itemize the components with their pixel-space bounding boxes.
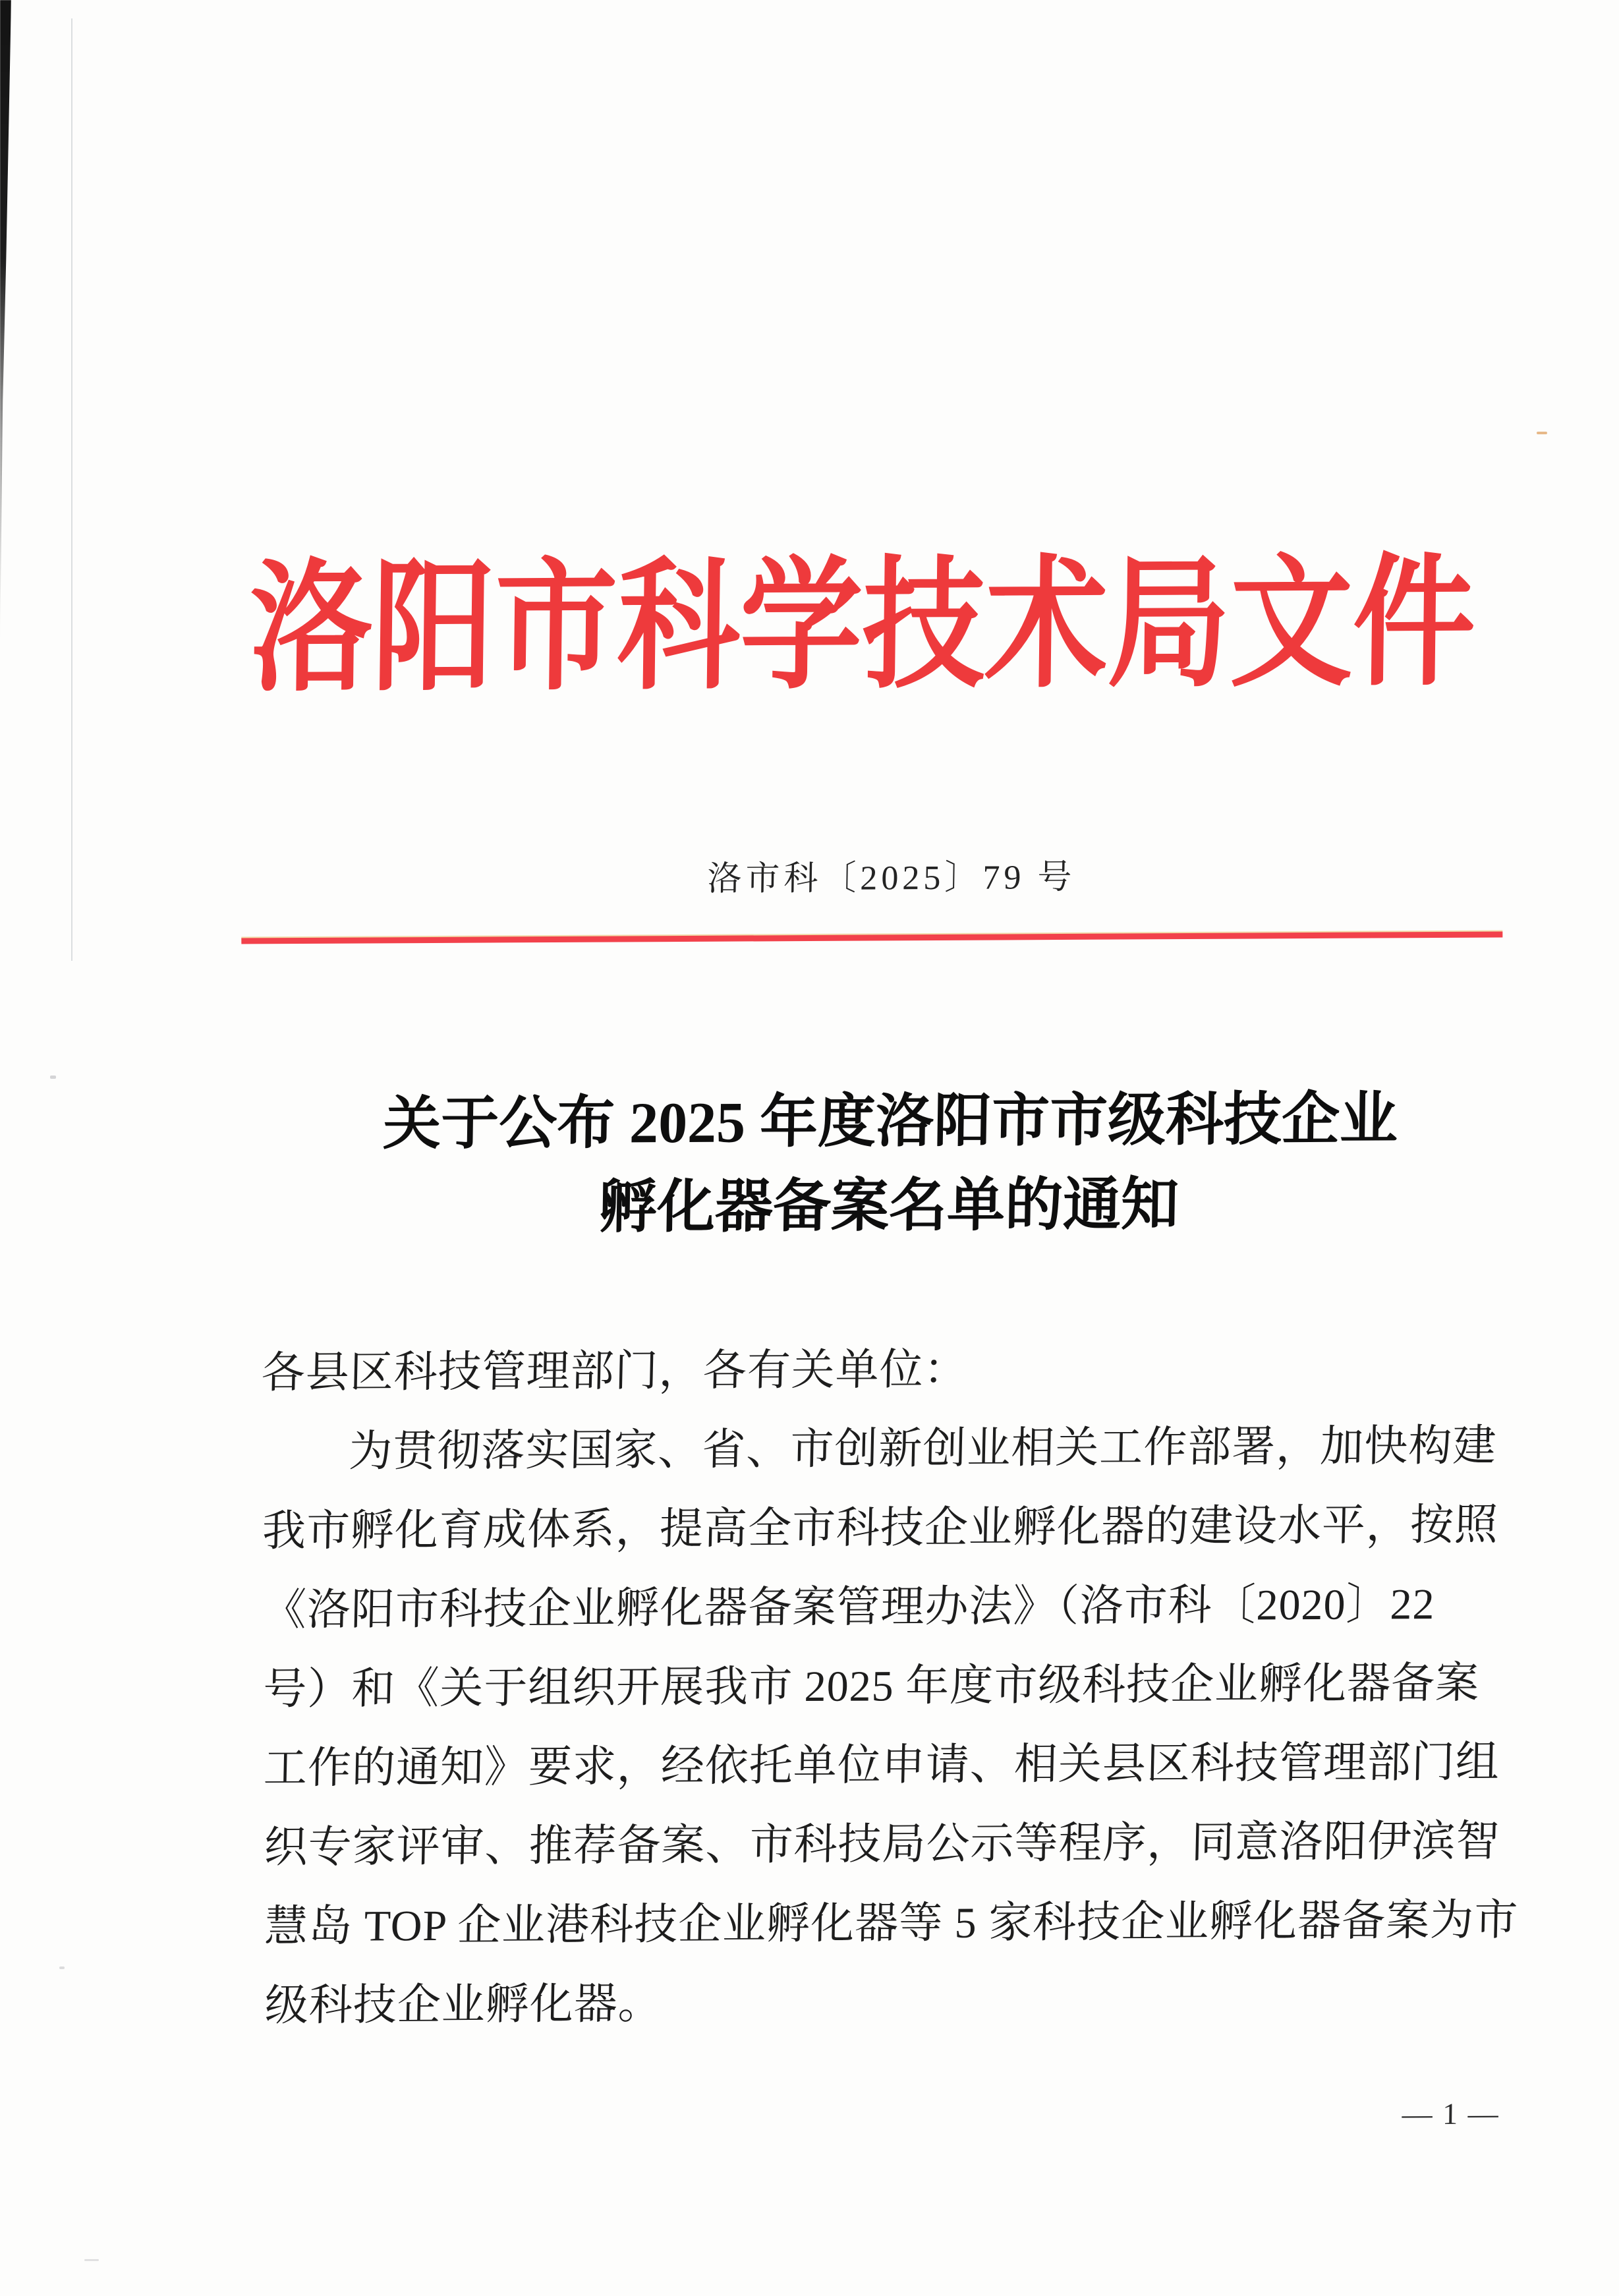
body-line: 级科技企业孵化器。 — [264, 1980, 663, 2030]
body-line: 织专家评审、推荐备案、市科技局公示等程序，同意洛阳伊滨智 — [263, 1817, 1501, 1872]
document-reference-number: 洛市科〔2025〕79 号 — [706, 858, 1076, 898]
body-text — [260, 1328, 1520, 2046]
notice-title — [266, 1077, 1514, 1252]
notice-title-line2: 孵化器备案名单的通知 — [598, 1173, 1179, 1240]
agency-letterhead-title: 洛阳市科学技术局文件 — [248, 545, 1477, 709]
body-line: 号）和《关于组织开展我市 2025 年度市级科技企业孵化器备案 — [262, 1659, 1481, 1714]
page-number: — 1 — — [1402, 2096, 1500, 2131]
body-line: 慧岛 TOP 企业港科技企业孵化器等 5 家科技企业孵化器备案为市 — [264, 1896, 1520, 1951]
body-line: 为贯彻落实国家、省、市创新创业相关工作部署，加快构建 — [348, 1421, 1498, 1476]
body-line-salutation: 各县区科技管理部门，各有关单位： — [260, 1345, 969, 1398]
body-line: 我市孵化育成体系，提高全市科技企业孵化器的建设水平，按照 — [262, 1501, 1499, 1556]
body-line: 工作的通知》要求，经依托单位申请、相关县区科技管理部门组 — [263, 1738, 1500, 1793]
red-divider-rule — [241, 931, 1502, 944]
body-line: 《洛阳市科技企业孵化器备案管理办法》（洛市科〔2020〕22 — [262, 1580, 1436, 1635]
notice-title-line1: 关于公布 2025 年度洛阳市市级科技企业 — [382, 1087, 1398, 1157]
